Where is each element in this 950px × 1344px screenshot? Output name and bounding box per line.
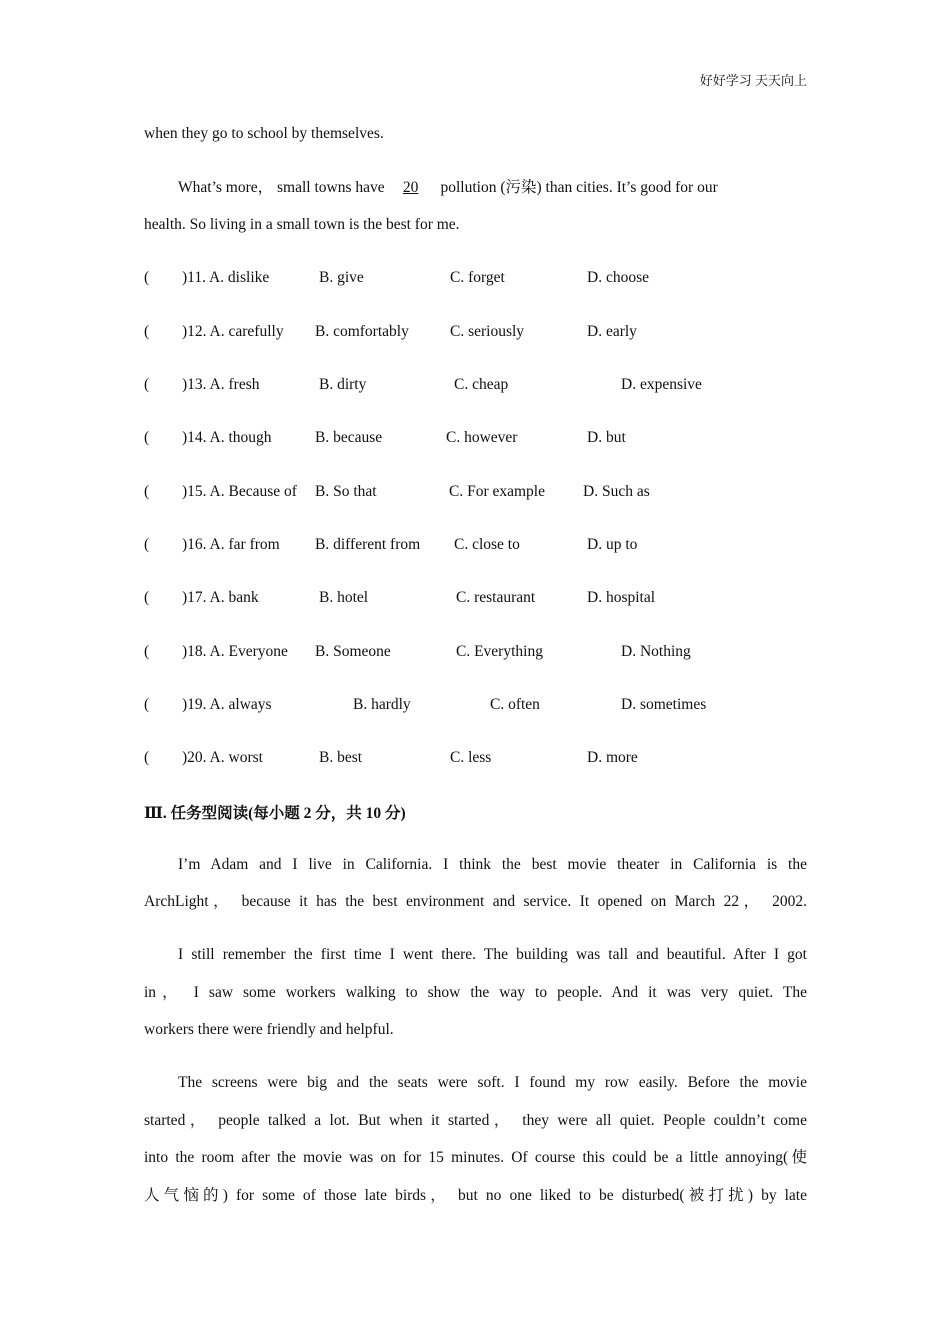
option-d: D. but <box>587 429 626 446</box>
passage-line: workers there were friendly and helpful. <box>144 1021 394 1038</box>
passage-line: I’m Adam and I live in California. I think the best movie theater in California is the <box>178 856 807 873</box>
option-b: B. because <box>315 429 383 446</box>
passage-text: pollution (污染) than cities. It’s good for our <box>440 179 718 196</box>
page-header: 好好学习 天天向上 <box>699 73 807 88</box>
option-c: C. close to <box>454 536 520 553</box>
question-paren: ( <box>144 323 150 340</box>
section-title: Ⅲ. 任务型阅读(每小题 2 分，共 10 分) <box>144 805 406 822</box>
option-d: D. Such as <box>583 483 650 500</box>
passage-line: health. So living in a small town is the best for me. <box>144 216 460 233</box>
option-c: C. For example <box>449 483 545 500</box>
option-c: C. restaurant <box>456 589 536 606</box>
question-row <box>144 428 807 448</box>
option-b: B. dirty <box>319 376 367 393</box>
question-row <box>144 642 807 662</box>
option-c: C. seriously <box>450 323 525 340</box>
option-b: B. Someone <box>315 643 391 660</box>
question-paren: ( <box>144 269 150 286</box>
option-d: D. choose <box>587 269 649 286</box>
question-number-option-a: )13. A. fresh <box>182 376 260 393</box>
passage-line: ArchLight， because it has the best environment and service. It opened on March 22， 2002. <box>144 893 807 910</box>
question-paren: ( <box>144 589 150 606</box>
option-b: B. hotel <box>319 589 369 606</box>
option-c: C. less <box>450 749 492 766</box>
question-row <box>144 375 807 395</box>
question-number-option-a: )15. A. Because of <box>182 483 297 500</box>
question-row <box>144 322 807 342</box>
option-d: D. expensive <box>621 376 702 393</box>
question-number-option-a: )11. A. dislike <box>182 269 270 286</box>
question-number-option-a: )16. A. far from <box>182 536 280 553</box>
question-row <box>144 535 807 555</box>
option-b: B. different from <box>315 536 421 553</box>
question-number-option-a: )19. A. always <box>182 696 272 713</box>
passage-line: 人气恼的) for some of those late birds， but no one liked to be disturbed(被打扰) by late <box>144 1187 807 1204</box>
passage-text: What’s more， small towns have <box>178 179 385 196</box>
passage-line: The screens were big and the seats were soft. I found my row easily. Before the movie <box>178 1074 807 1091</box>
question-number-option-a: )12. A. carefully <box>182 323 284 340</box>
option-c: C. however <box>446 429 518 446</box>
option-b: B. hardly <box>353 696 411 713</box>
option-c: C. Everything <box>456 643 543 660</box>
option-d: D. sometimes <box>621 696 707 713</box>
question-number-option-a: )17. A. bank <box>182 589 259 606</box>
passage-line: when they go to school by themselves. <box>144 125 384 142</box>
question-paren: ( <box>144 429 150 446</box>
option-d: D. early <box>587 323 637 340</box>
question-paren: ( <box>144 376 150 393</box>
question-paren: ( <box>144 696 150 713</box>
option-b: B. give <box>319 269 364 286</box>
question-paren: ( <box>144 749 150 766</box>
question-number-option-a: )20. A. worst <box>182 749 263 766</box>
question-paren: ( <box>144 536 150 553</box>
question-paren: ( <box>144 483 150 500</box>
option-d: D. up to <box>587 536 638 553</box>
option-d: D. Nothing <box>621 643 691 660</box>
option-d: D. more <box>587 749 638 766</box>
question-number-option-a: )18. A. Everyone <box>182 643 288 660</box>
question-number-option-a: )14. A. though <box>182 429 272 446</box>
option-b: B. So that <box>315 483 377 500</box>
passage-line-with-blank <box>144 178 807 198</box>
question-row <box>144 695 807 715</box>
option-c: C. forget <box>450 269 505 286</box>
option-c: C. often <box>490 696 540 713</box>
question-row <box>144 268 807 288</box>
answer-blank: 20 <box>402 179 419 196</box>
question-row <box>144 748 807 768</box>
option-b: B. comfortably <box>315 323 409 340</box>
passage-line: into the room after the movie was on for 15 minutes. Of course this could be a little annoying(使 <box>144 1149 807 1166</box>
passage-line: started， people talked a lot. But when it started， they were all quiet. People couldn’t come <box>144 1112 807 1129</box>
option-b: B. best <box>319 749 363 766</box>
question-paren: ( <box>144 643 150 660</box>
question-row <box>144 482 807 502</box>
question-row <box>144 588 807 608</box>
option-d: D. hospital <box>587 589 656 606</box>
passage-line: in， I saw some workers walking to show the way to people. And it was very quiet. The <box>144 984 807 1001</box>
option-c: C. cheap <box>454 376 509 393</box>
passage-line: I still remember the first time I went there. The building was tall and beautiful. After I got <box>178 946 807 963</box>
